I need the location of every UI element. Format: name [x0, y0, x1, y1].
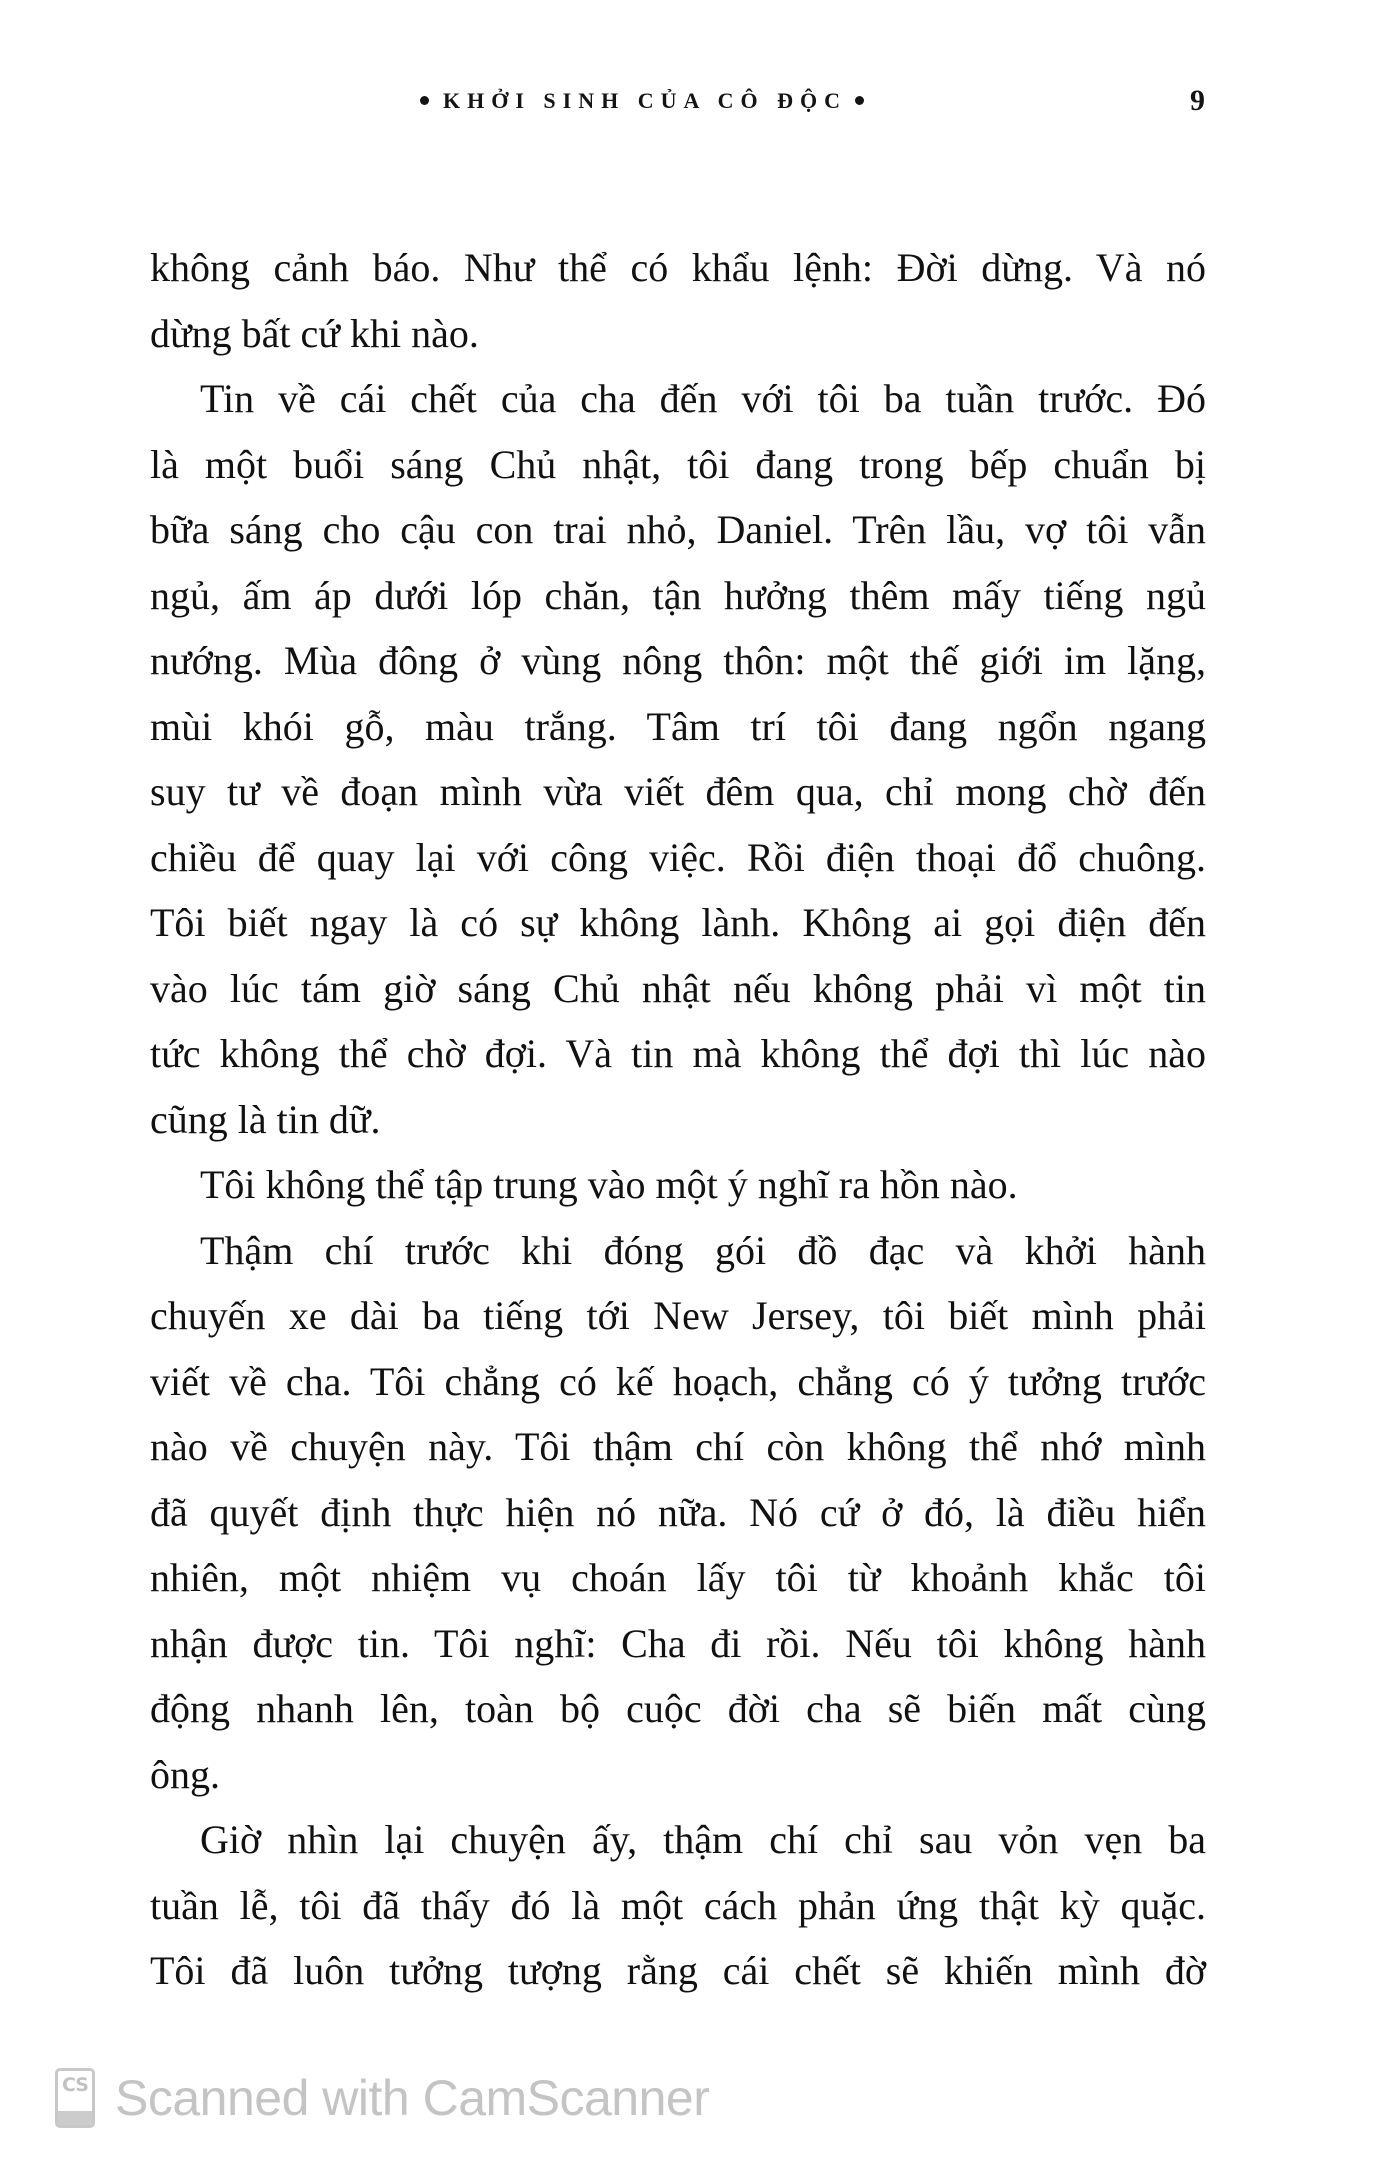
text-line: đã quyết định thực hiện nó nữa. Nó cứ ở đó, là điều hiển — [150, 1489, 1206, 1535]
text-line: vào lúc tám giờ sáng Chủ nhật nếu không phải vì một tin — [150, 965, 1206, 1011]
text-line: viết về cha. Tôi chẳng có kế hoạch, chẳng có ý tưởng trước — [150, 1358, 1206, 1404]
text-line: chuyến xe dài ba tiếng tới New Jersey, tôi biết mình phải — [150, 1293, 1206, 1338]
watermark-text: Scanned with CamScanner — [115, 2070, 710, 2126]
text-line: động nhanh lên, toàn bộ cuộc đời cha sẽ biến mất cùng — [150, 1686, 1206, 1731]
text-line: ông. — [150, 1751, 220, 1797]
text-line: là một buổi sáng Chủ nhật, tôi đang trong bếp chuẩn bị — [150, 441, 1206, 487]
text-line: Tin về cái chết của cha đến với tôi ba tuần trước. Đó — [200, 376, 1206, 421]
text-line: Tôi đã luôn tưởng tượng rằng cái chết sẽ khiến mình đờ — [150, 1948, 1206, 1993]
text-line: dừng bất cứ khi nào. — [150, 310, 479, 356]
paragraph — [150, 1807, 1206, 2004]
body-text — [150, 235, 1206, 2004]
text-line: nướng. Mùa đông ở vùng nông thôn: một thế giới im lặng, — [150, 638, 1206, 683]
camscanner-watermark — [55, 2066, 709, 2130]
bullet-icon — [420, 96, 429, 105]
text-line: nhận được tin. Tôi nghĩ: Cha đi rồi. Nếu tôi không hành — [150, 1620, 1206, 1666]
page-number: 9 — [1190, 84, 1205, 117]
bullet-icon — [855, 96, 864, 105]
text-line: chiều để quay lại với công việc. Rồi điện thoại đổ chuông. — [150, 834, 1206, 880]
paragraph — [150, 1218, 1206, 1808]
paragraph — [150, 235, 1206, 366]
page-header — [0, 84, 1376, 124]
text-line: ngủ, ấm áp dưới lóp chăn, tận hưởng thêm mấy tiếng ngủ — [150, 572, 1206, 618]
running-head-title: KHỞI SINH CỦA CÔ ĐỘC — [443, 88, 848, 113]
text-line: Thậm chí trước khi đóng gói đồ đạc và khởi hành — [200, 1227, 1206, 1273]
text-line: Tôi không thể tập trung vào một ý nghĩ ra hồn nào. — [200, 1162, 1018, 1207]
logo-letters: CS — [62, 2074, 88, 2096]
paragraph — [150, 1152, 1206, 1218]
logo-bar — [58, 2111, 92, 2125]
text-line: không cảnh báo. Như thể có khẩu lệnh: Đời dừng. Và nó — [150, 245, 1206, 290]
camscanner-logo-icon — [55, 2068, 95, 2128]
text-line: Giờ nhìn lại chuyện ấy, thậm chí chỉ sau vỏn vẹn ba — [200, 1817, 1206, 1862]
text-line: nhiên, một nhiệm vụ choán lấy tôi từ khoảnh khắc tôi — [150, 1555, 1206, 1600]
text-line: tức không thể chờ đợi. Và tin mà không thể đợi thì lúc nào — [150, 1031, 1206, 1076]
running-head — [420, 88, 864, 114]
text-line: tuần lễ, tôi đã thấy đó là một cách phản ứng thật kỳ quặc. — [150, 1882, 1206, 1928]
text-line: bữa sáng cho cậu con trai nhỏ, Daniel. Trên lầu, vợ tôi vẫn — [150, 507, 1206, 552]
text-line: cũng là tin dữ. — [150, 1096, 381, 1142]
text-line: mùi khói gỗ, màu trắng. Tâm trí tôi đang ngổn ngang — [150, 703, 1206, 749]
paragraph — [150, 366, 1206, 1152]
text-line: nào về chuyện này. Tôi thậm chí còn không thể nhớ mình — [150, 1424, 1206, 1469]
text-line: suy tư về đoạn mình vừa viết đêm qua, chỉ mong chờ đến — [150, 769, 1206, 814]
text-line: Tôi biết ngay là có sự không lành. Không ai gọi điện đến — [150, 900, 1206, 945]
